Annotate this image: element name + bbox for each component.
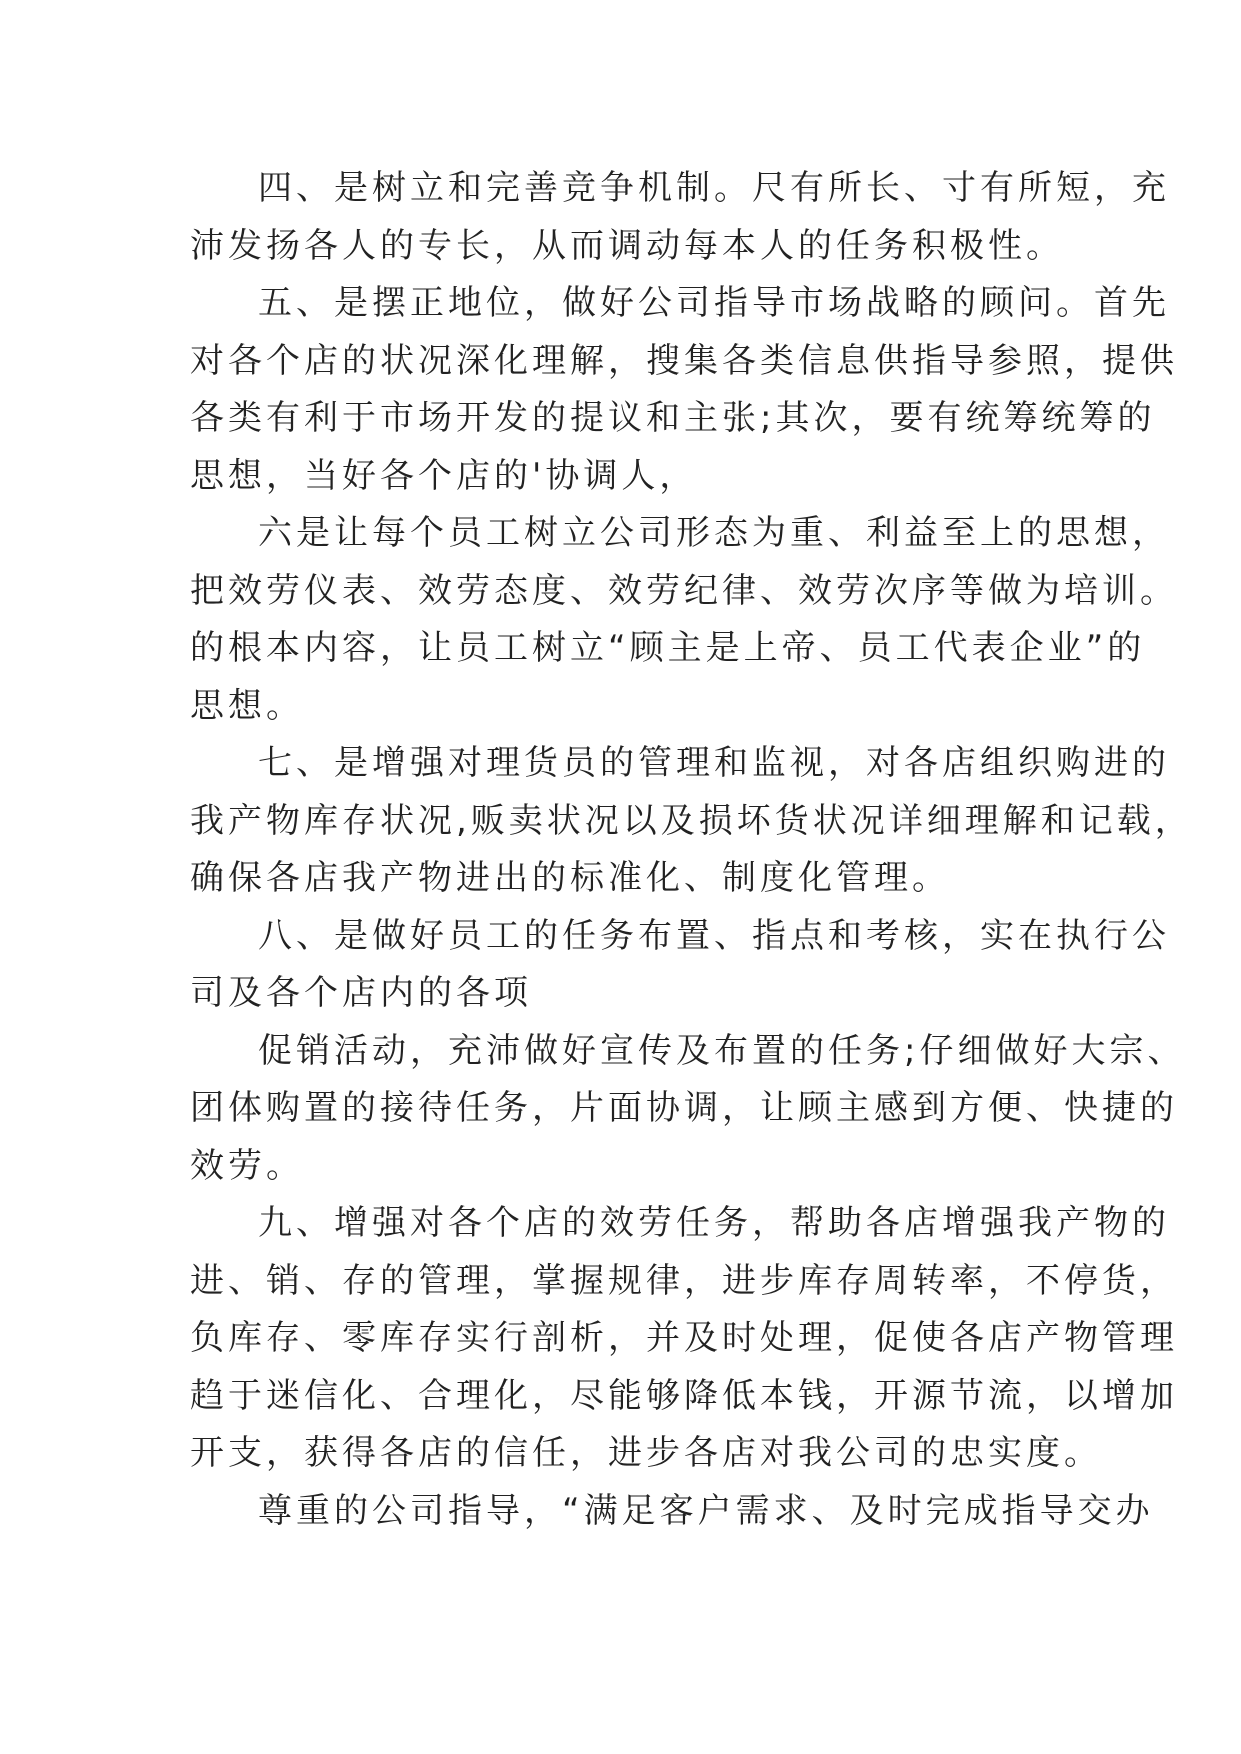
document-body [190,160,1193,1540]
paragraph-line: 司及各个店内的各项 [190,973,532,1013]
paragraph-line: 负库存、零库存实行剖析，并及时处理，促使各店产物管理 [190,1318,1178,1358]
paragraph-line: 九、增强对各个店的效劳任务，帮助各店增强我产物的 [258,1203,1170,1243]
paragraph-line: 开支，获得各店的信任，进步各店对我公司的忠实度。 [190,1433,1102,1473]
paragraph-line: 趋于迷信化、合理化，尽能够降低本钱，开源节流，以增加 [190,1375,1178,1416]
paragraph-line: 对各个店的状况深化理解，搜集各类信息供指导参照，提供 [190,340,1178,381]
paragraph-line: 八、是做好员工的任务布置、指点和考核，实在执行公 [258,915,1170,956]
paragraph-line: 五、是摆正地位，做好公司指导市场战略的顾问。首先 [258,283,1170,323]
paragraph-line: 各类有利于市场开发的提议和主张;其次，要有统筹统筹的 [190,398,1156,438]
paragraph-line: 我产物库存状况,贩卖状况以及损坏货状况详细理解和记载， [190,800,1193,841]
paragraph-line: 的根本内容，让员工树立“顾主是上帝、员工代表企业”的 [190,628,1146,668]
paragraph-line: 六是让每个员工树立公司形态为重、利益至上的思想， [258,513,1170,553]
paragraph-line: 确保各店我产物进出的标准化、制度化管理。 [190,858,950,898]
paragraph-line: 四、是树立和完善竞争机制。尺有所长、寸有所短，充 [258,168,1170,208]
paragraph-line: 团体购置的接待任务，片面协调，让顾主感到方便、快捷的 [190,1088,1178,1128]
paragraph-line: 思想，当好各个店的'协调人， [190,455,698,496]
paragraph-line: 促销活动，充沛做好宣传及布置的任务;仔细做好大宗、 [258,1030,1186,1071]
paragraph-line: 思想。 [190,685,304,726]
paragraph-line: 尊重的公司指导，“满足客户需求、及时完成指导交办 [258,1490,1154,1531]
paragraph-line: 进、销、存的管理，掌握规律，进步库存周转率，不停货， [190,1260,1178,1301]
paragraph-line: 七、是增强对理货员的管理和监视，对各店组织购进的 [258,743,1170,783]
paragraph-line: 沛发扬各人的专长，从而调动每本人的任务积极性。 [190,225,1064,266]
paragraph-line: 效劳。 [190,1145,304,1186]
paragraph-line: 把效劳仪表、效劳态度、效劳纪律、效劳次序等做为培训。 [190,570,1178,611]
